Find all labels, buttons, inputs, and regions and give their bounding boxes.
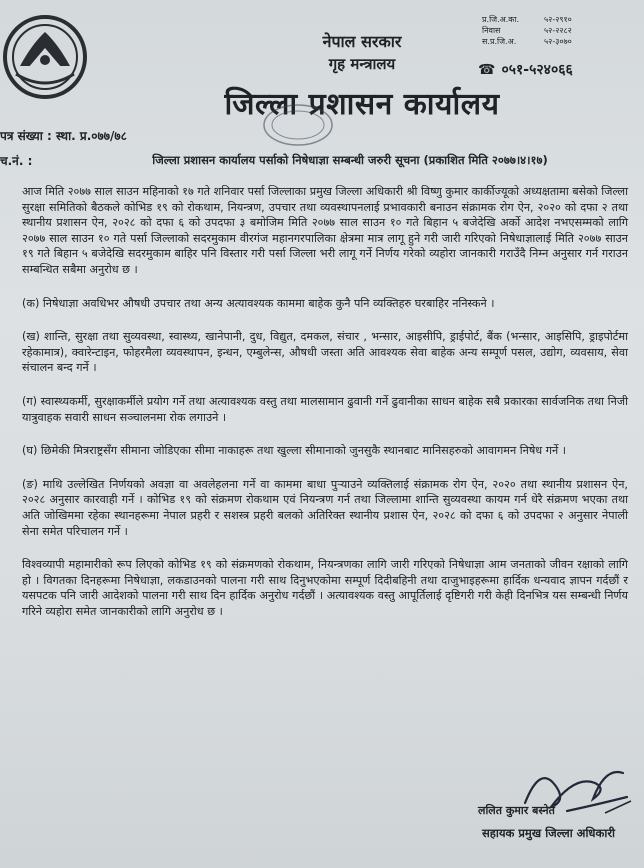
contact-value: ५२-३०७० (544, 37, 572, 46)
notice-subject: जिल्ला प्रशासन कार्यालय पर्साको निषेधाज्ञा सम्बन्धी जरुरी सूचना (प्रकाशित मिति २०७७।४।१७) (152, 153, 548, 167)
phone-icon: ☎ (478, 62, 496, 78)
office-stamp-icon (258, 100, 338, 150)
signatory-name: ललित कुमार बस्नेत (478, 804, 555, 817)
office-phone (478, 60, 573, 79)
phone-number: ०५१-५२४०६६ (501, 62, 573, 78)
closing-paragraph: विश्वव्यापी महामारीको रूप लिएको कोभिड १९ को संक्रमणको रोकथाम, नियन्त्रणका लागि जारी गरिएको निषेधाज्ञा आम जनताको जीवन रक्षाको लागि हो । विगतका दिनहरूमा निषेधाज्ञा, लकडाउनको पालना गरी साथ दिनुभएकोमा सम्पूर्ण दिदीबहिनी तथा दाजुभाइहरूमा हार्दिक धन्यवाद ज्ञापन गर्दछौं र यसपटक पनि जारी आदेशको पालना गरी साथ दिन हार्दिक अनुरोध गर्दछौं । अत्यावश्यक वस्तु आपूर्तिलाई दृष्टिगरी गरी केही दिनभित्र यस सम्बन्धी निर्णय गरिने व्यहोरा समेत जानकारीको लागि अनुरोध छ । (22, 558, 628, 618)
intro-paragraph: आज मिति २०७७ साल साउन महिनाको १७ गते शनिवार पर्सा जिल्लाका प्रमुख जिल्ला अधिकारी श्री विष्णु कुमार कार्कीज्यूको अध्यक्षतामा बसेको जिल्ला सुरक्षा समितिको बैठकले कोभिड १९ को रोकथाम, नियन्त्रण, उपचार तथा व्यवस्थापनलाई प्रभावकारी बनाउन संक्रामक रोग ऐन, २०२० को दफा २ तथा स्थानीय प्रशासन ऐन, २०२८ को दफा ६ को उपदफा ३ बमोजिम मिति २०७७ साल साउन १० गते बिहान ५ बजेदेखि अर्को आदेश नभएसम्मको लागि २०७७ साल साउन १० गते पर्सा जिल्लाको सदरमुकाम वीरगंज महानगरपालिका क्षेत्रमा मात्र लागू हुने गरी जारी गरिएको निषेधाज्ञालाई मिति २०७७ साउन १९ गते बिहान ५ बजेदेखि सदरमुकाम बाहिर पनि विस्तार गरी पर्सा जिल्ला भरी लागू गर्ने निर्णय गरेको व्यहोरा जानकारी गराउँदै निम्न अनुसार गर्न गराउन सम्बन्धित सबैमा अनुरोध छ । (22, 185, 628, 276)
dispatch-number: च.नं. : (0, 154, 33, 168)
handwritten-signature (455, 755, 635, 835)
letter-number: पत्र संख्या : स्था. प्र.०७७/७८ (0, 129, 127, 143)
directive-item: (ग) स्वास्थ्यकर्मी, सुरक्षाकर्मीले प्रयोग गर्ने तथा अत्यावश्यक वस्तु तथा मालसामान ढुवानी गर्ने ढुवानीका साधन बाहेक सबै प्रकारका सार्वजनिक तथा निजी यात्रुवाहक सवारी साधन सञ्चालनमा रोक लगाउने । (22, 394, 628, 424)
ministry-name: गृह मन्त्रालय (328, 55, 396, 73)
government-name: नेपाल सरकार (322, 32, 402, 51)
directive-item: (क) निषेधाज्ञा अवधिभर औषधी उपचार तथा अन्य अत्यावश्यक काममा बाहेक कुनै पनि व्यक्तिहरु घरबाहिर ननिस्कने । (22, 296, 495, 310)
contact-value: ५२-२२८२ (544, 26, 572, 35)
directive-item: (घ) छिमेकी मित्रराष्ट्रसँग सीमाना जोडिएका सीमा नाकाहरू तथा खुल्ला सीमानाको जुनसुकै स्थानबाट मानिसहरुको आवागमन निषेध गर्ने । (22, 444, 567, 458)
office-title: जिल्ला प्रशासन कार्यालय (224, 87, 500, 122)
contact-value: ५२-२९१० (544, 15, 572, 24)
signatory-title: सहायक प्रमुख जिल्ला अधिकारी (482, 826, 616, 840)
directive-item: (ङ) माथि उल्लेखित निर्णयको अवज्ञा वा अवलेहलना गर्ने वा काममा बाधा पुर्‍याउने व्यक्तिलाई संक्रामक रोग ऐन, २०२० तथा स्थानीय प्रशासन ऐन, २०२८ अनुसार कारवाही गर्ने । कोभिड १९ को संक्रमण रोकथाम एवं नियन्त्रण गर्न तथा जिल्लामा शान्ति सुव्यवस्था कायम गर्न धेरै संक्रमण भएका तथा अति जोखिममा रहेका स्थानहरूमा नेपाल प्रहरी र सशस्त्र प्रहरी बलको अतिरिक्त स्थानीय प्रशास ऐन, २०२८ को दफा ६ को उपदफा २ अनुसार नेपाली सेना समेत परिचालन गर्ने । (22, 477, 628, 538)
contact-row (482, 14, 572, 25)
directive-item: (ख) शान्ति, सुरक्षा तथा सुव्यवस्था, स्वास्थ्य, खानेपानी, दुध, विद्युत, दमकल, संचार , भन्सार, आइसीपि, ड्राईपोर्ट, बैंक (भन्सार, आइसिपि, ड्राइपोर्टमा रहेकामात्र), क्वारेन्टाइन, फोहरमैला व्यवस्थापन, इन्धन, एम्बुलेन्स, औषधी जस्ता अति आवश्यक सेवा बाहेक अन्य सम्पूर्ण पसल, उद्योग, व्यवसाय, सेवा संचालन बन्द गर्ने । (22, 330, 628, 375)
contact-label: स.प्र.जि.अ. (482, 37, 517, 46)
contact-label: निवास (482, 26, 501, 35)
contact-row (482, 25, 572, 36)
contact-label: प्र.जि.अ.का. (482, 15, 520, 24)
contact-row (482, 36, 572, 47)
contact-list (482, 14, 572, 47)
notice-body (22, 184, 628, 629)
